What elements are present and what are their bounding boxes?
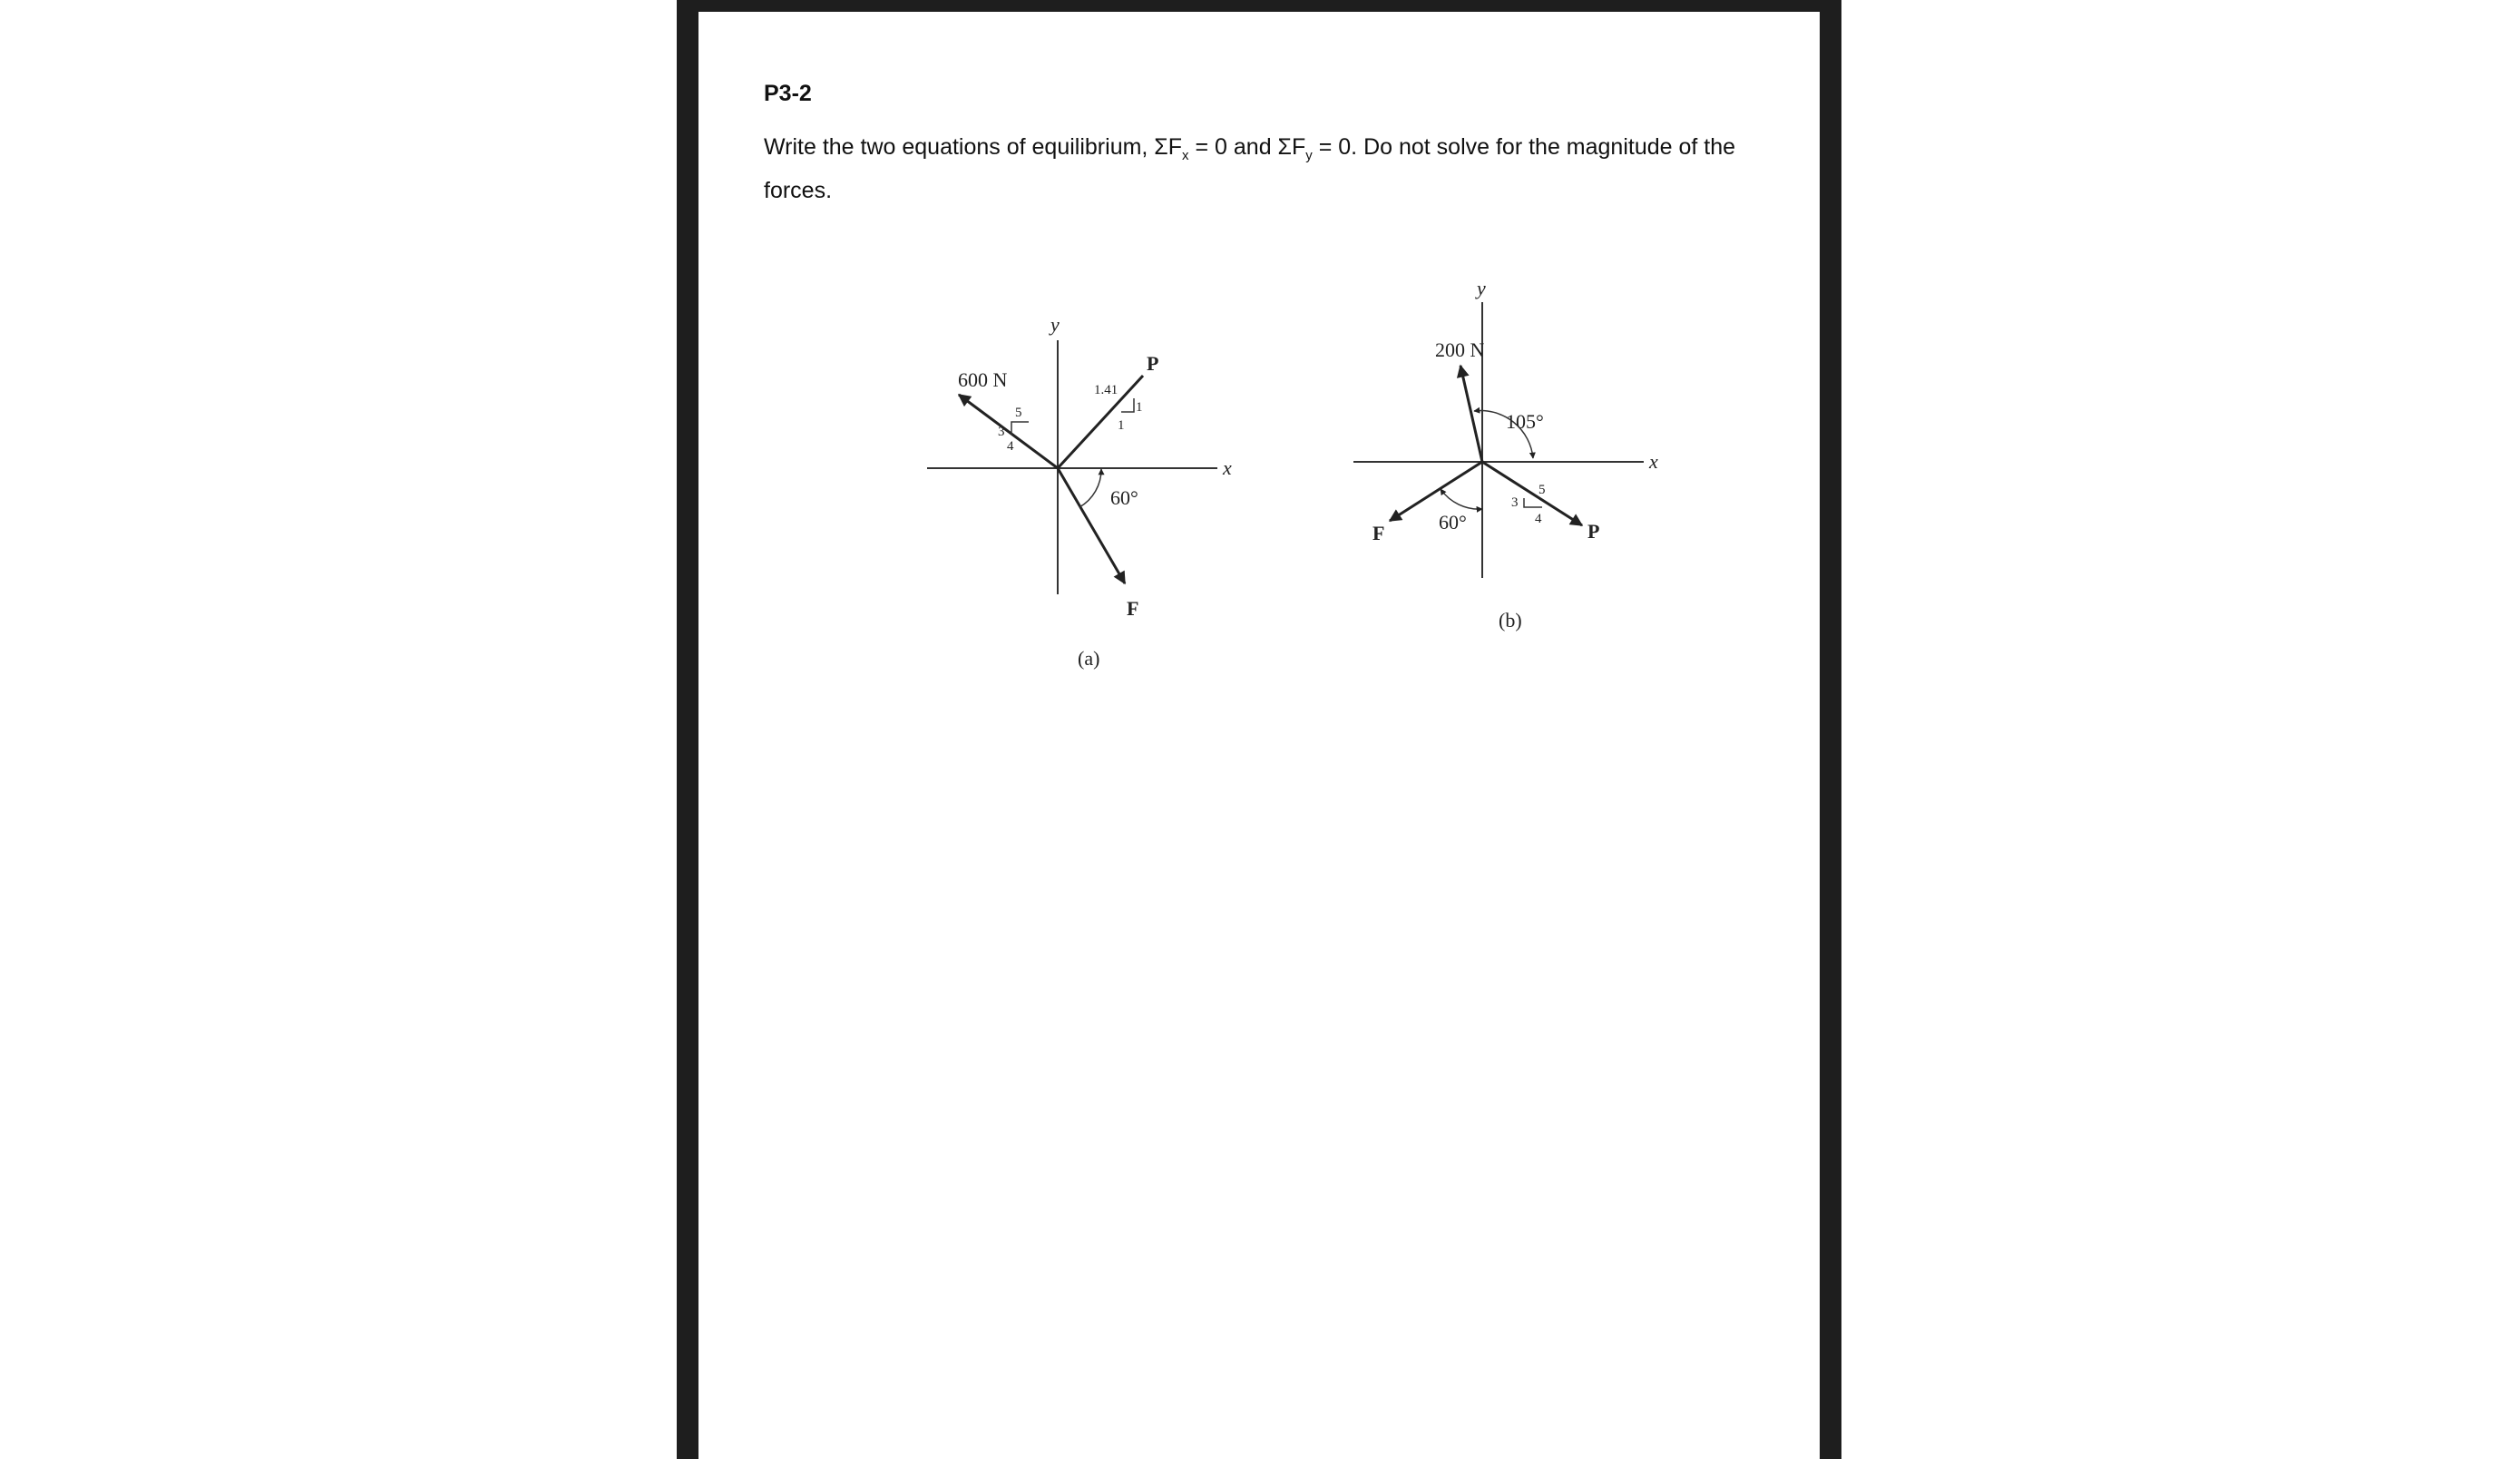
fig-a-x-label: x bbox=[1223, 456, 1232, 479]
fig-b-slope-p-run: 4 bbox=[1535, 512, 1542, 526]
fig-a-slope-p-hyp: 1.41 bbox=[1094, 383, 1118, 397]
fig-b-force-200n-label: 200 N bbox=[1435, 338, 1485, 361]
fig-b-slope-p-rise: 3 bbox=[1511, 495, 1519, 510]
figure-b bbox=[1353, 277, 1658, 632]
fig-a-angle-arc bbox=[1079, 469, 1101, 507]
fig-a-force-600n-label: 600 N bbox=[958, 368, 1008, 391]
fig-a-force-f-label: F bbox=[1127, 597, 1139, 620]
fig-a-slope-triangle-600 bbox=[1011, 422, 1029, 435]
fig-b-force-f bbox=[1390, 462, 1482, 521]
fig-b-angle-60-arc bbox=[1441, 489, 1482, 509]
fig-a-slope-600-rise: 3 bbox=[998, 425, 1005, 439]
statement-part-1: Write the two equations of equilibrium, ΣF bbox=[764, 134, 1183, 160]
fig-a-slope-triangle-p bbox=[1121, 398, 1134, 412]
fig-b-force-200n bbox=[1460, 366, 1482, 462]
fig-b-x-label: x bbox=[1649, 450, 1658, 473]
document-page bbox=[698, 12, 1820, 1459]
fig-b-y-label: y bbox=[1477, 277, 1486, 299]
fig-a-slope-p-run: 1 bbox=[1118, 418, 1125, 433]
figure-a bbox=[927, 313, 1232, 670]
fig-a-angle-label: 60° bbox=[1110, 486, 1138, 509]
force-diagrams bbox=[698, 12, 1820, 756]
fig-b-angle-60-label: 60° bbox=[1439, 511, 1467, 534]
fig-a-force-600n bbox=[959, 395, 1058, 468]
subscript-x: x bbox=[1182, 148, 1189, 163]
fig-b-slope-p-hyp: 5 bbox=[1538, 483, 1546, 497]
fig-b-angle-105-label: 105° bbox=[1506, 410, 1544, 433]
fig-a-force-p-label: P bbox=[1147, 352, 1159, 375]
statement-part-2: = 0 and ΣF bbox=[1188, 134, 1306, 160]
fig-a-caption: (a) bbox=[1078, 647, 1100, 670]
fig-b-force-p-label: P bbox=[1587, 520, 1600, 543]
fig-a-slope-600-run: 4 bbox=[1007, 439, 1014, 454]
problem-title: P3-2 bbox=[764, 81, 812, 106]
page-frame bbox=[677, 0, 1841, 1459]
fig-a-slope-600-hyp: 5 bbox=[1015, 406, 1022, 420]
statement-part-3: = 0. Do not solve for the magnitude of the forces. bbox=[764, 134, 1736, 203]
subscript-y: y bbox=[1305, 148, 1313, 163]
fig-a-y-label: y bbox=[1050, 313, 1060, 336]
fig-b-force-f-label: F bbox=[1372, 522, 1385, 544]
fig-b-force-p bbox=[1482, 462, 1582, 525]
fig-b-caption: (b) bbox=[1499, 609, 1522, 632]
fig-a-slope-p-rise: 1 bbox=[1136, 400, 1143, 415]
